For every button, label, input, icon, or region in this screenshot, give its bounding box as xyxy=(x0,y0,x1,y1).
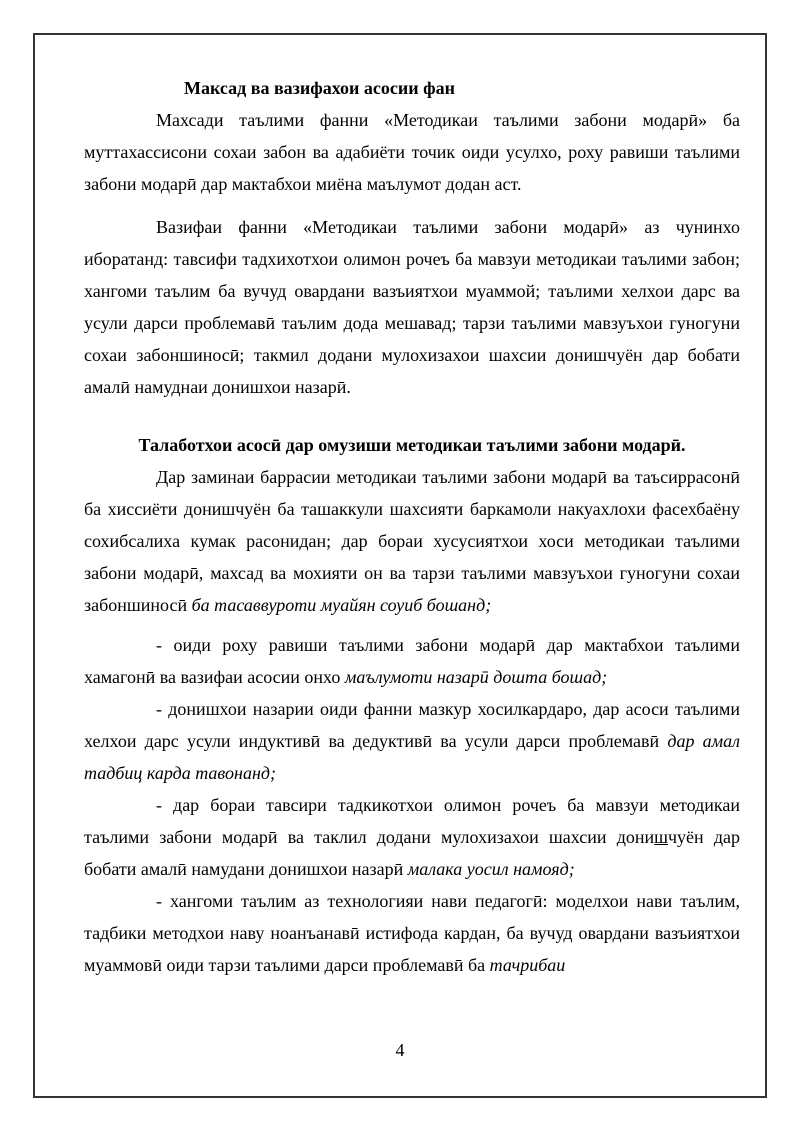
list-item-4-text: - хангоми таълим аз технологияи нави педагогӣ: моделхои нави таълим, тадбики методхои наву ноанъанавӣ истифода кардан, ба вучуд овардани вазъиятхои муаммовӣ оиди тарзи таълими дарси проблемавӣ ба xyxy=(84,891,740,975)
list-item-3 xyxy=(84,789,740,885)
list-item-4 xyxy=(84,885,740,981)
list-item-3-text-before: - дар бораи тавсири тадкикотхои олимон рочеъ ба мавзуи методикаи таълими забони модарӣ ва таклил додани мулохизахои шахсии дони xyxy=(84,795,740,847)
paragraph-requirements-text: Дар заминаи баррасии методикаи таълими забони модарӣ ва таъсиррасонӣ ба хиссиёти донишчуён ба ташаккули шахсияти баркамоли накуахлохи фасехбаёну сохибсалиха кумак расонидан; дар бораи хусусиятхои хоси методикаи таълими забони модарӣ, махсад ва мохияти он ва тарзи таълими мавзуъхои гуногуни сохаи забоншиносӣ xyxy=(84,467,740,615)
list-item-3-text-after: чуён дар бобати амалӣ намудани донишхои назарӣ xyxy=(84,827,740,879)
list-item-1 xyxy=(84,629,740,693)
list-item-1-italic: маълумоти назарӣ дошта бошад; xyxy=(344,667,608,687)
list-item-3-underlined: ш xyxy=(654,827,668,847)
paragraph-tasks: Вазифаи фанни «Методикаи таълими забони модарӣ» аз чунинхо иборатанд: тавсифи тадхихотхои олимон рочеъ ба мавзуи методикаи таълими забон; хангоми таълим ба вучуд овардани вазъиятхои муаммой; таълими хелхои дарс ва усули дарси проблемавӣ таълим дода мешавад; тарзи таълими мавзуъхои гуногуни сохаи забоншиносӣ; такмил додани мулохизахои шахсии донишчуён дар бобати амалӣ намуднаи донишхои назарӣ. xyxy=(84,217,740,397)
document-body xyxy=(84,72,740,981)
list-item-2-italic: дар амал тадбиц карда тавонанд; xyxy=(84,731,740,783)
page-number: 4 xyxy=(395,1040,405,1060)
list-item-2 xyxy=(84,693,740,789)
paragraph-requirements xyxy=(84,461,740,621)
list-item-2-text: - донишхои назарии оиди фанни мазкур хосилкардаро, дар асоси таълими хелхои дарс усули индуктивӣ ва дедуктивӣ ва усули дарси проблемавӣ xyxy=(84,699,740,751)
section-heading-goals: Максад ва вазифахои асосии фан xyxy=(184,78,455,98)
paragraph-goal: Махсади таълими фанни «Методикаи таълими забони модарӣ» ба муттахассисони сохаи забон ва адабиёти точик оиди усулхо, роху равиши таълими забони модарӣ дар мактабхои миёна маълумот додан аст. xyxy=(84,110,740,194)
list-item-3-italic: малака уосил намояд; xyxy=(407,859,575,879)
paragraph-requirements-italic: ба тасаввуроти муайян соуиб бошанд; xyxy=(191,595,492,615)
list-item-4-italic: тачрибаи xyxy=(489,955,566,975)
section-heading-requirements: Талаботхои асосӣ дар омузиши методикаи таълими забони модарӣ. xyxy=(138,435,686,455)
list-item-1-text: - оиди роху равиши таълими забони модарӣ дар мактабхои таълими хамагонӣ ва вазифаи асосии онхо xyxy=(84,635,740,687)
